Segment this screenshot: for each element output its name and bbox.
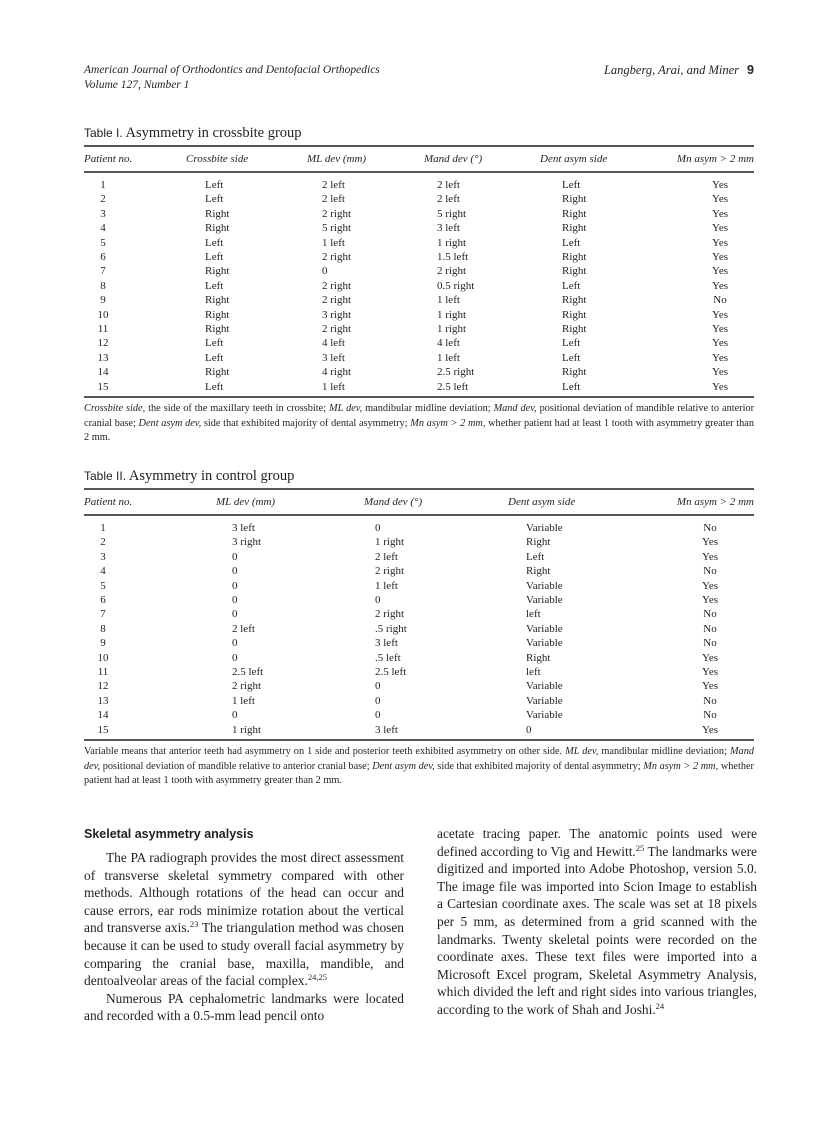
table-cell: 0 <box>375 709 381 722</box>
table-cell: Yes <box>711 207 728 220</box>
table-cell: Variable <box>526 522 563 534</box>
table2-label: Table II. <box>84 469 127 483</box>
table-cell: 0 <box>375 522 381 534</box>
fn-term: Mand dev, <box>493 403 537 414</box>
table-cell: 3 left <box>375 637 398 650</box>
table-cell: Yes <box>711 179 728 191</box>
table-cell: Yes <box>711 351 728 364</box>
table-cell: Right <box>205 366 230 379</box>
table-cell: Yes <box>711 279 728 292</box>
table-cell: 11 <box>97 323 109 335</box>
table-cell: No <box>703 622 717 635</box>
table-cell: 3 right <box>232 536 262 549</box>
table-cell: Right <box>205 207 230 220</box>
table-cell: No <box>703 694 717 707</box>
table-cell: 9 <box>100 637 106 650</box>
table-cell: No <box>703 637 717 650</box>
table-cell: Right <box>205 323 230 335</box>
table-cell: 2 left <box>437 179 460 191</box>
table-cell: 15 <box>97 723 109 736</box>
table-cell: 3 left <box>375 723 398 736</box>
table-cell: 2 right <box>375 608 405 621</box>
table-cell: 3 left <box>232 522 255 534</box>
table2-footnote <box>84 745 754 789</box>
table-cell: 0 <box>375 594 381 606</box>
table-cell: 3 left <box>437 222 460 235</box>
table-cell: 2 right <box>375 565 405 578</box>
table-cell: 2 right <box>232 680 262 693</box>
fn-def: whether patient had at least 1 tooth with asymmetry greater than 2 mm. <box>84 760 754 786</box>
table-cell: 2.5 left <box>437 380 469 393</box>
table-cell: Right <box>205 222 230 235</box>
running-header-authors <box>604 63 754 78</box>
table2-header-rule <box>84 514 754 516</box>
table-cell: Yes <box>701 680 718 693</box>
table-cell: 8 <box>100 622 106 635</box>
table-cell: 1 right <box>375 536 405 549</box>
table-cell: Right <box>562 294 587 307</box>
table-cell: 1 <box>100 522 106 534</box>
table-cell: Yes <box>701 550 718 563</box>
fn-def: Variable means that anterior teeth had asymmetry on 1 side and posterior teeth exhibited asymmetry on other side. <box>84 746 566 757</box>
table-cell: Variable <box>526 622 563 635</box>
table-cell: 3 right <box>322 308 352 321</box>
table-cell: 6 <box>100 251 106 263</box>
table-cell: 14 <box>97 366 109 379</box>
table-cell: Right <box>526 651 551 664</box>
table-cell: 11 <box>97 666 109 678</box>
column-header: Crossbite side <box>186 153 249 165</box>
table-cell: 4 left <box>322 337 345 350</box>
table-cell: Right <box>526 565 551 578</box>
table-cell: 0 <box>232 594 238 606</box>
table-cell: 1 right <box>232 723 262 736</box>
fn-def: side that exhibited majority of dental asymmetry; <box>434 760 644 772</box>
table-cell: 3 left <box>322 351 345 364</box>
table-cell: 2.5 right <box>437 366 475 379</box>
table-cell: 1 right <box>437 323 467 335</box>
text: The triangulation method was chosen because it can be used to study overall facial asymmetry by comparing the cranial base, maxilla, mandible, and dentoalveolar areas of the facial complex. <box>84 920 404 989</box>
table-cell: 0 <box>232 579 238 592</box>
citation-ref: 25 <box>635 842 645 853</box>
table-cell: 1 <box>100 179 106 191</box>
table1-bottom-rule <box>84 396 754 398</box>
table-cell: 15 <box>97 380 109 393</box>
text: The landmarks were digitized and imported into Adobe Photoshop, version 5.0. The image file was imported into Scion Image to establish a Cartesian coordinate axes. The scale was set at 18 pixels per 5 mm, as determined from a grid scanned with the landmarks. Twenty skeletal points were recorded on the coordinate axes. These text files were imported into a Microsoft Excel program, Skeletal Asymmetry Analysis, which divided the left and right sides into various triangles, according to the work of Shah and Joshi. <box>437 843 758 1017</box>
table-cell: 12 <box>97 337 109 350</box>
table-cell: 2 right <box>437 265 467 278</box>
column-header: Mand dev (°) <box>424 153 483 165</box>
table-cell: 2 left <box>437 193 460 206</box>
fn-term: ML dev, <box>329 403 363 414</box>
text: acetate tracing paper. The anatomic points used were defined according to Vig and Hewitt. <box>437 826 757 859</box>
table-cell: 2 right <box>322 207 352 220</box>
table-cell: 10 <box>97 651 109 664</box>
table-cell: 1 left <box>375 579 398 592</box>
table-cell: Yes <box>711 265 728 278</box>
table-cell: Right <box>562 308 587 321</box>
paragraph <box>437 825 757 1019</box>
table-cell: 6 <box>100 594 106 606</box>
table-cell: Left <box>205 236 224 249</box>
table-cell: 2.5 left <box>232 666 264 678</box>
table-cell: Yes <box>711 308 728 321</box>
table-cell: Yes <box>701 666 718 678</box>
fn-term: Dent asym dev, <box>138 417 202 429</box>
table-cell: 2 left <box>322 179 345 191</box>
table-cell: Yes <box>701 536 718 549</box>
table-cell: Right <box>562 323 587 335</box>
table-cell: Left <box>205 380 224 393</box>
table-cell: No <box>703 709 717 722</box>
table-cell: 0 <box>375 680 381 693</box>
table-cell: Yes <box>711 380 728 393</box>
fn-term: Mand dev, <box>84 746 754 772</box>
table-cell: 0 <box>232 550 238 563</box>
section-heading: Skeletal asymmetry analysis <box>84 827 254 841</box>
fn-def: positional deviation of mandible relative to anterior cranial base; <box>84 403 755 429</box>
body-column-left <box>84 849 404 1025</box>
text: The PA radiograph provides the most direct assessment of transverse skeletal symmetry compared with other methods. Although rotations of the head can occur and cause errors, ear rods minimize rotation about the vertical and transverse axis. <box>84 850 404 936</box>
table-cell: 2.5 left <box>375 666 407 678</box>
table-cell: 1 left <box>322 380 345 393</box>
table-cell: 3 <box>100 550 106 563</box>
table1-top-rule <box>84 145 754 147</box>
table-cell: Right <box>205 308 230 321</box>
table-cell: 3 <box>100 207 106 220</box>
table-cell: Variable <box>526 680 563 693</box>
table-cell: Left <box>562 351 581 364</box>
table-cell: 0 <box>375 694 381 707</box>
table-cell: 2 right <box>322 294 352 307</box>
table-cell: 1 left <box>437 294 460 307</box>
table-cell: 5 right <box>437 207 467 220</box>
table-cell: .5 right <box>375 622 407 635</box>
table-cell: 9 <box>100 294 106 307</box>
table-cell: Left <box>562 380 581 393</box>
table-cell: 2 right <box>322 251 352 263</box>
table-cell: Yes <box>711 337 728 350</box>
table2-bottom-rule <box>84 739 754 741</box>
table-cell: Left <box>205 279 224 292</box>
column-header: Dent asym side <box>540 153 608 165</box>
column-header: ML dev (mm) <box>216 496 276 508</box>
table-cell: Right <box>562 251 587 263</box>
table-cell: 0 <box>232 608 238 621</box>
column-header: Mn asym > 2 mm <box>676 496 754 508</box>
table-cell: Yes <box>711 366 728 379</box>
table-cell: Right <box>562 366 587 379</box>
table-cell: Yes <box>711 251 728 263</box>
table-cell: Right <box>205 265 230 278</box>
table-cell: 2 left <box>375 550 398 563</box>
table-cell: 0 <box>232 565 238 578</box>
table-cell: 0 <box>322 265 328 278</box>
table2-top-rule <box>84 488 754 490</box>
authors: Langberg, Arai, and Miner <box>603 63 740 77</box>
journal-name: American Journal of Orthodontics and Dentofacial Orthopedics <box>84 64 380 76</box>
table-cell: Left <box>562 279 581 292</box>
table-cell: 1 left <box>232 694 255 707</box>
table-cell: 5 <box>100 579 106 592</box>
table-cell: No <box>703 565 717 578</box>
fn-term: Mn asym > 2 mm, <box>410 417 486 429</box>
table-cell: left <box>526 666 541 678</box>
table-cell: 1 right <box>437 236 467 249</box>
table-cell: 2 <box>100 536 106 549</box>
column-header: Dent asym side <box>508 496 576 508</box>
table2-caption <box>84 467 294 485</box>
fn-term: Mn asym > 2 mm, <box>643 760 719 772</box>
column-header: Mand dev (°) <box>364 496 423 508</box>
table1-header-rule <box>84 171 754 173</box>
table-cell: 4 right <box>322 366 352 379</box>
table-cell: 7 <box>100 608 106 621</box>
table-cell: 1.5 left <box>437 251 469 263</box>
table-cell: Right <box>562 265 587 278</box>
table1-label: Table I. <box>84 126 123 140</box>
table-cell: Left <box>526 550 545 563</box>
table-cell: Variable <box>526 594 563 606</box>
table1-title: Asymmetry in crossbite group <box>125 125 302 141</box>
table-cell: Left <box>205 351 224 364</box>
citation-ref: 24 <box>655 1000 665 1011</box>
fn-def: side that exhibited majority of dental asymmetry; <box>201 417 411 429</box>
citation-ref: 23 <box>189 919 199 930</box>
body-column-right <box>437 825 757 1019</box>
table-cell: 5 right <box>322 222 352 235</box>
running-header-journal <box>84 63 380 93</box>
paragraph: Numerous PA cephalometric landmarks were located and recorded with a 0.5-mm lead pencil onto <box>84 990 404 1024</box>
fn-def: mandibular midline deviation; <box>598 746 730 757</box>
table-cell: Yes <box>711 222 728 235</box>
table-cell: Left <box>205 179 224 191</box>
table-cell: left <box>526 608 541 621</box>
table-cell: 1 right <box>437 308 467 321</box>
table-cell: Yes <box>701 651 718 664</box>
table-cell: Variable <box>526 637 563 650</box>
table-cell: 8 <box>100 279 106 292</box>
table-cell: 13 <box>97 694 109 707</box>
table-cell: Right <box>562 193 587 206</box>
table-cell: 2 right <box>322 279 352 292</box>
table-cell: No <box>713 294 727 307</box>
journal-volume: Volume 127, Number 1 <box>84 79 190 91</box>
table-cell: Right <box>562 207 587 220</box>
table-cell: 4 left <box>437 337 460 350</box>
table-cell: 14 <box>97 709 109 722</box>
table-cell: 4 <box>100 565 106 578</box>
table-cell: 0 <box>526 723 532 736</box>
table-cell: 12 <box>97 680 109 693</box>
table-cell: 7 <box>100 265 106 278</box>
column-header: ML dev (mm) <box>307 153 367 165</box>
table1-caption <box>84 124 302 142</box>
table-cell: 1 left <box>437 351 460 364</box>
table-cell: 0 <box>232 637 238 650</box>
table-cell: Right <box>205 294 230 307</box>
table-cell: 0 <box>232 651 238 664</box>
fn-def: mandibular midline deviation; <box>362 403 494 414</box>
table-cell: No <box>703 522 717 534</box>
table-cell: 2 <box>100 193 106 206</box>
table-cell: Left <box>205 251 224 263</box>
table-cell: Left <box>562 236 581 249</box>
table-cell: Variable <box>526 709 563 722</box>
citation-ref: 24,25 <box>307 972 327 983</box>
table-cell: 1 left <box>322 236 345 249</box>
table-cell: Left <box>562 179 581 191</box>
table1-footnote <box>84 402 754 446</box>
table-cell: 4 <box>100 222 106 235</box>
paragraph <box>84 849 404 990</box>
column-header: Patient no. <box>84 153 133 165</box>
table-cell: Yes <box>701 723 718 736</box>
table-cell: 13 <box>97 351 109 364</box>
table-cell: Variable <box>526 579 563 592</box>
table-cell: Right <box>562 222 587 235</box>
table-cell: 2 left <box>232 622 255 635</box>
fn-term: Crossbite side, <box>84 403 146 414</box>
fn-term: Dent asym dev, <box>372 760 435 772</box>
column-header: Mn asym > 2 mm <box>676 153 754 165</box>
table-cell: Left <box>205 193 224 206</box>
table-cell: Yes <box>711 323 728 335</box>
table-cell: Yes <box>711 236 728 249</box>
table-cell: 5 <box>100 236 106 249</box>
table-cell: Variable <box>526 694 563 707</box>
table2-title: Asymmetry in control group <box>128 468 295 484</box>
table-cell: 0 <box>232 709 238 722</box>
column-header: Patient no. <box>84 496 133 508</box>
table-cell: 2 right <box>322 323 352 335</box>
table-cell: 2 left <box>322 193 345 206</box>
table-cell: Right <box>526 536 551 549</box>
table-cell: Left <box>205 337 224 350</box>
fn-term: ML dev, <box>565 746 599 757</box>
table-cell: 10 <box>97 308 109 321</box>
table-cell: No <box>703 608 717 621</box>
table-cell: Yes <box>701 579 718 592</box>
page-number: 9 <box>747 63 754 77</box>
table-cell: Left <box>562 337 581 350</box>
table-cell: .5 left <box>375 651 401 664</box>
table-cell: Yes <box>711 193 728 206</box>
table-cell: Yes <box>701 594 718 606</box>
fn-def: whether patient had at least 1 tooth with asymmetry greater than 2 mm. <box>84 417 754 443</box>
table-cell: 0.5 right <box>437 279 475 292</box>
fn-def: positional deviation of mandible relative to anterior cranial base; <box>100 760 373 772</box>
fn-def: the side of the maxillary teeth in crossbite; <box>145 403 330 414</box>
